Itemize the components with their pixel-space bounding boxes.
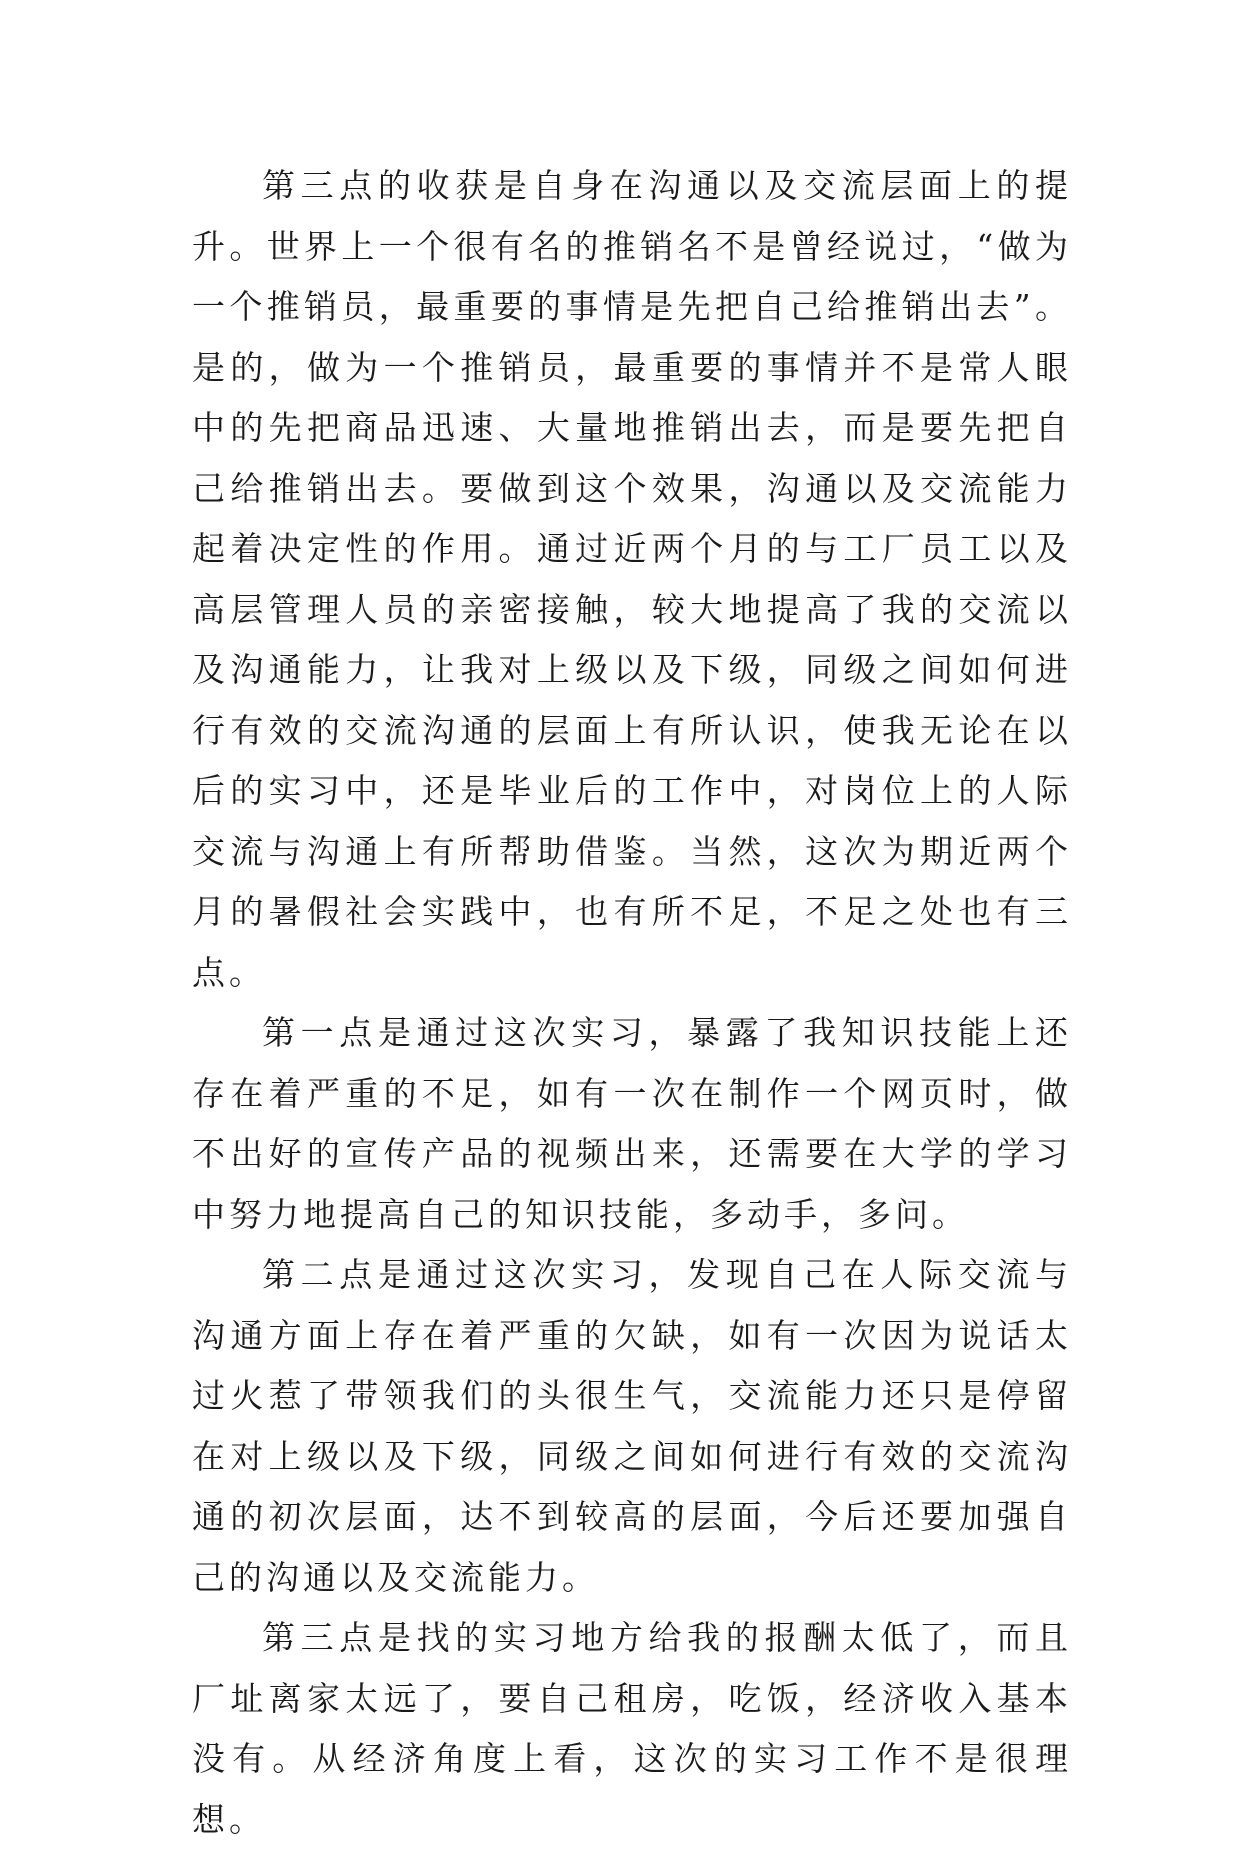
paragraph-communication-gains: 第三点的收获是自身在沟通以及交流层面上的提升。世界上一个很有名的推销名不是曾经说过，“做为一个推销员，最重要的事情是先把自己给推销出去”。是的，做为一个推销员，最重要的事情并不是常人眼中的先把商品迅速、大量地推销出去，而是要先把自己给推销出去。要做到这个效果，沟通以及交流能力起着决定性的作用。通过近两个月的与工厂员工以及高层管理人员的亲密接触，较大地提高了我的交流以及沟通能力，让我对上级以及下级，同级之间如何进行有效的交流沟通的层面上有所认识，使我无论在以后的实习中，还是毕业后的工作中，对岗位上的人际交流与沟通上有所帮助借鉴。当然，这次为期近两个月的暑假社会实践中，也有所不足，不足之处也有三点。 [192,166,1072,992]
document-page [192,156,1072,1850]
paragraph-shortcoming-knowledge: 第一点是通过这次实习，暴露了我知识技能上还存在着严重的不足，如有一次在制作一个网页时，做不出好的宣传产品的视频出来，还需要在大学的学习中努力地提高自己的知识技能，多动手，多问。 [192,1013,1072,1234]
paragraph-shortcoming-pay: 第三点是找的实习地方给我的报酬太低了，而且厂址离家太远了，要自己租房，吃饭，经济收入基本没有。从经济角度上看，这次的实习工作不是很理想。 [192,1618,1072,1839]
paragraph-shortcoming-communication: 第二点是通过这次实习，发现自己在人际交流与沟通方面上存在着严重的欠缺，如有一次因为说话太过火惹了带领我们的头很生气，交流能力还只是停留在对上级以及下级，同级之间如何进行有效的交流沟通的初次层面，达不到较高的层面，今后还要加强自己的沟通以及交流能力。 [192,1255,1072,1597]
